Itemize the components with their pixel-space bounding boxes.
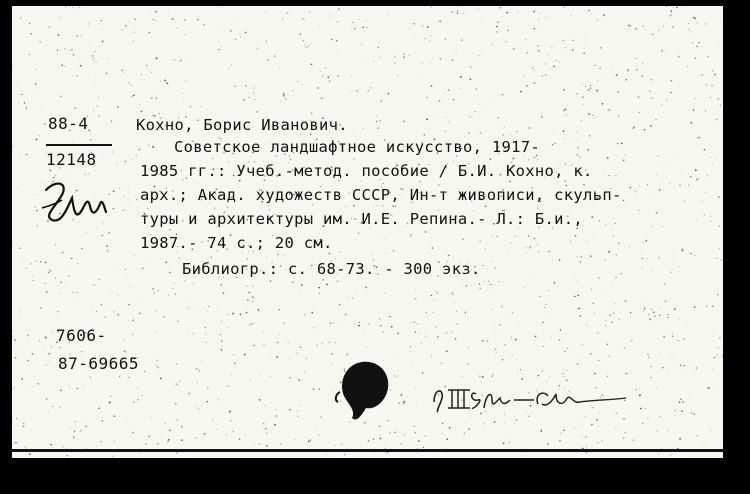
shelfmark-bottom: 12148 — [46, 150, 97, 169]
handwritten-inventory-note-icon — [430, 380, 630, 414]
catalog-card — [12, 6, 723, 458]
description-line-1: Советское ландшафтное искусство, 1917- — [174, 138, 541, 156]
isbn-line-2: 87-69665 — [58, 354, 140, 373]
description-line-5: 1987.- 74 с.; 20 см. — [140, 234, 333, 252]
shelfmark-divider — [46, 144, 112, 146]
isbn-line-1: 7606- — [56, 326, 107, 345]
handwritten-mark-icon — [36, 176, 116, 232]
description-line-3: арх.; Акад. художеств СССР, Ин-т живописи, скульп- — [140, 186, 622, 204]
card-bottom-edge-line — [10, 449, 723, 452]
ink-stamp-blot — [332, 358, 396, 424]
description-line-4: туры и архитектуры им. И.Е. Репина.- Л.: Б.и., — [140, 210, 584, 228]
description-line-2: 1985 гг.: Учеб.-метод. пособие / Б.И. Кохно, к. — [140, 162, 593, 180]
shelfmark-top: 88-4 — [48, 114, 89, 133]
author-heading: Кохно, Борис Иванович. — [136, 116, 348, 134]
bibliography-note: Библиогр.: с. 68-73. - 300 экз. — [182, 260, 481, 278]
